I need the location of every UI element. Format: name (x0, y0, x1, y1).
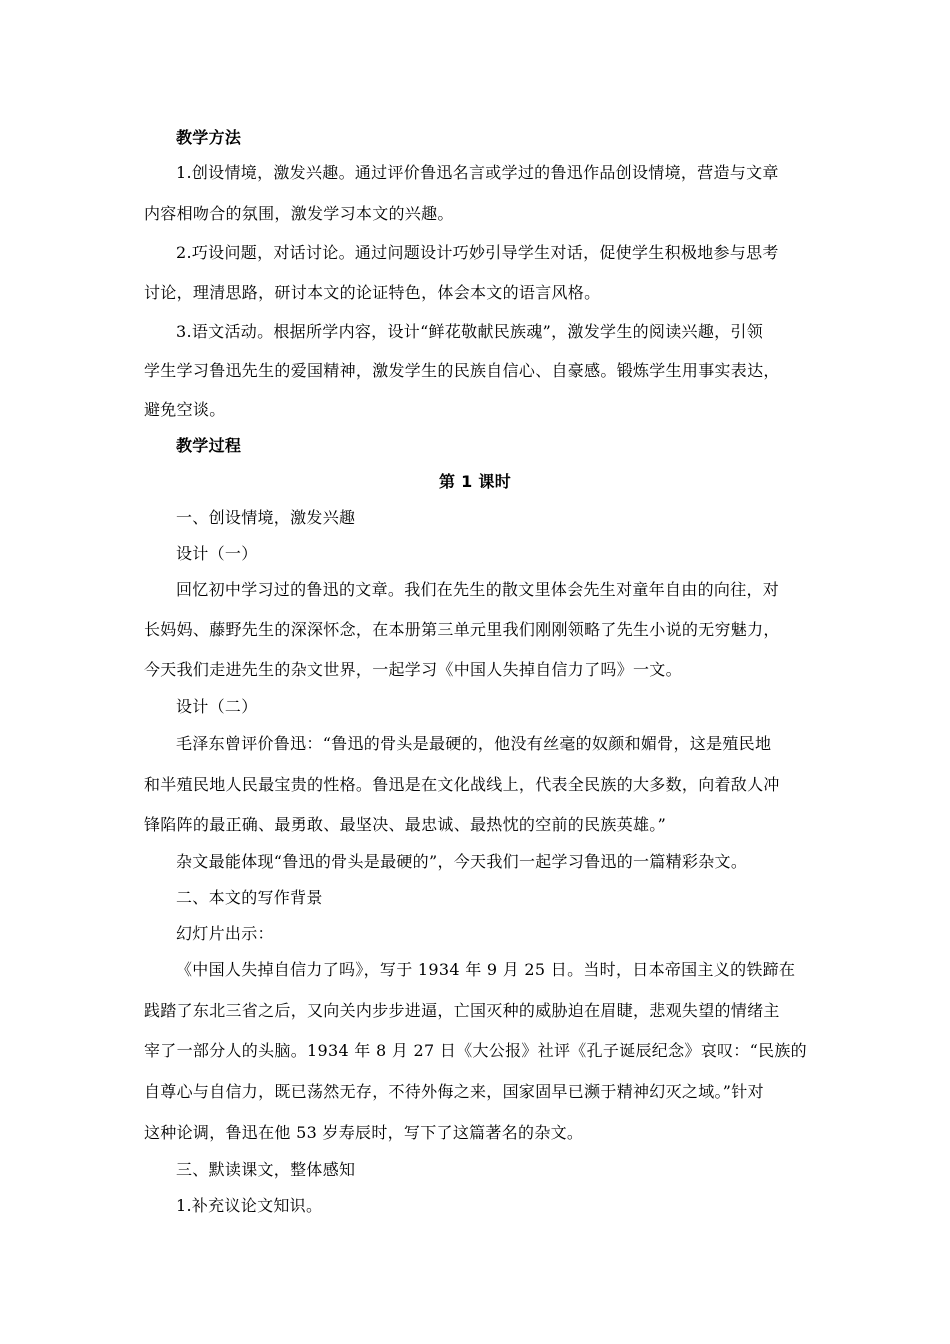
design1-label: 设计（一） (176, 544, 258, 563)
lesson-title: 第 1 课时 (438, 472, 512, 491)
background-line-2: 践踏了东北三省之后，又向关内步步进逼，亡国灭种的威胁迫在眉睫，悲观失望的情绪主 (144, 1001, 780, 1020)
method-3-line-2: 学生学习鲁迅先生的爱国精神，激发学生的民族自信心、自豪感。锻炼学生用事实表达， (144, 361, 780, 380)
background-line-3: 宰了一部分人的头脑。1934 年 8 月 27 日《大公报》社评《孔子诞辰纪念》哀叹：“民族的 (144, 1041, 807, 1060)
background-line-1: 《中国人失掉自信力了吗》，写于 1934 年 9 月 25 日。当时，日本帝国主义的铁蹄在 (176, 960, 796, 979)
background-line-4: 自尊心与自信力，既已荡然无存，不待外侮之来，国家固早已濒于精神幻灭之域。”针对 (144, 1082, 764, 1101)
method-2-line-2: 讨论，理清思路，研讨本文的论证特色，体会本文的语言风格。 (144, 283, 601, 302)
background-line-5: 这种论调，鲁迅在他 53 岁寿辰时，写下了这篇著名的杂文。 (144, 1123, 584, 1142)
design1-line-1: 回忆初中学习过的鲁迅的文章。我们在先生的散文里体会先生对童年自由的向往，对 (176, 580, 780, 599)
design2-line-1: 毛泽东曾评价鲁迅：“鲁迅的骨头是最硬的，他没有丝毫的奴颜和媚骨，这是殖民地 (176, 734, 772, 753)
part3-item-1: 1.补充议论文知识。 (176, 1196, 323, 1215)
method-2-line-1: 2.巧设问题，对话讨论。通过问题设计巧妙引导学生对话，促使学生积极地参与思考 (176, 243, 779, 262)
method-1-line-2: 内容相吻合的氛围，激发学习本文的兴趣。 (144, 204, 454, 223)
method-3-line-3: 避免空谈。 (144, 400, 226, 419)
design1-line-2: 长妈妈、藤野先生的深深怀念，在本册第三单元里我们刚刚领略了先生小说的无穷魅力， (144, 620, 780, 639)
method-3-line-1: 3.语文活动。根据所学内容，设计“鲜花敬献民族魂”，激发学生的阅读兴趣，引领 (176, 322, 764, 341)
design2-line-2: 和半殖民地人民最宝贵的性格。鲁迅是在文化战线上，代表全民族的大多数，向着敌人冲 (144, 775, 780, 794)
design2-follow: 杂文最能体现“鲁迅的骨头是最硬的”，今天我们一起学习鲁迅的一篇精彩杂文。 (176, 852, 748, 871)
design2-label: 设计（二） (176, 697, 258, 716)
method-1-line-1: 1.创设情境，激发兴趣。通过评价鲁迅名言或学过的鲁迅作品创设情境，营造与文章 (176, 163, 779, 182)
part3-heading: 三、默读课文，整体感知 (176, 1160, 356, 1179)
process-heading: 教学过程 (176, 436, 242, 455)
methods-heading: 教学方法 (176, 128, 242, 147)
part1-heading: 一、创设情境，激发兴趣 (176, 508, 356, 527)
design1-line-3: 今天我们走进先生的杂文世界，一起学习《中国人失掉自信力了吗》一文。 (144, 660, 682, 679)
slide-label: 幻灯片出示： (176, 924, 274, 943)
design2-line-3: 锋陷阵的最正确、最勇敢、最坚决、最忠诚、最热忱的空前的民族英雄。” (144, 815, 667, 834)
part2-heading: 二、本文的写作背景 (176, 888, 323, 907)
